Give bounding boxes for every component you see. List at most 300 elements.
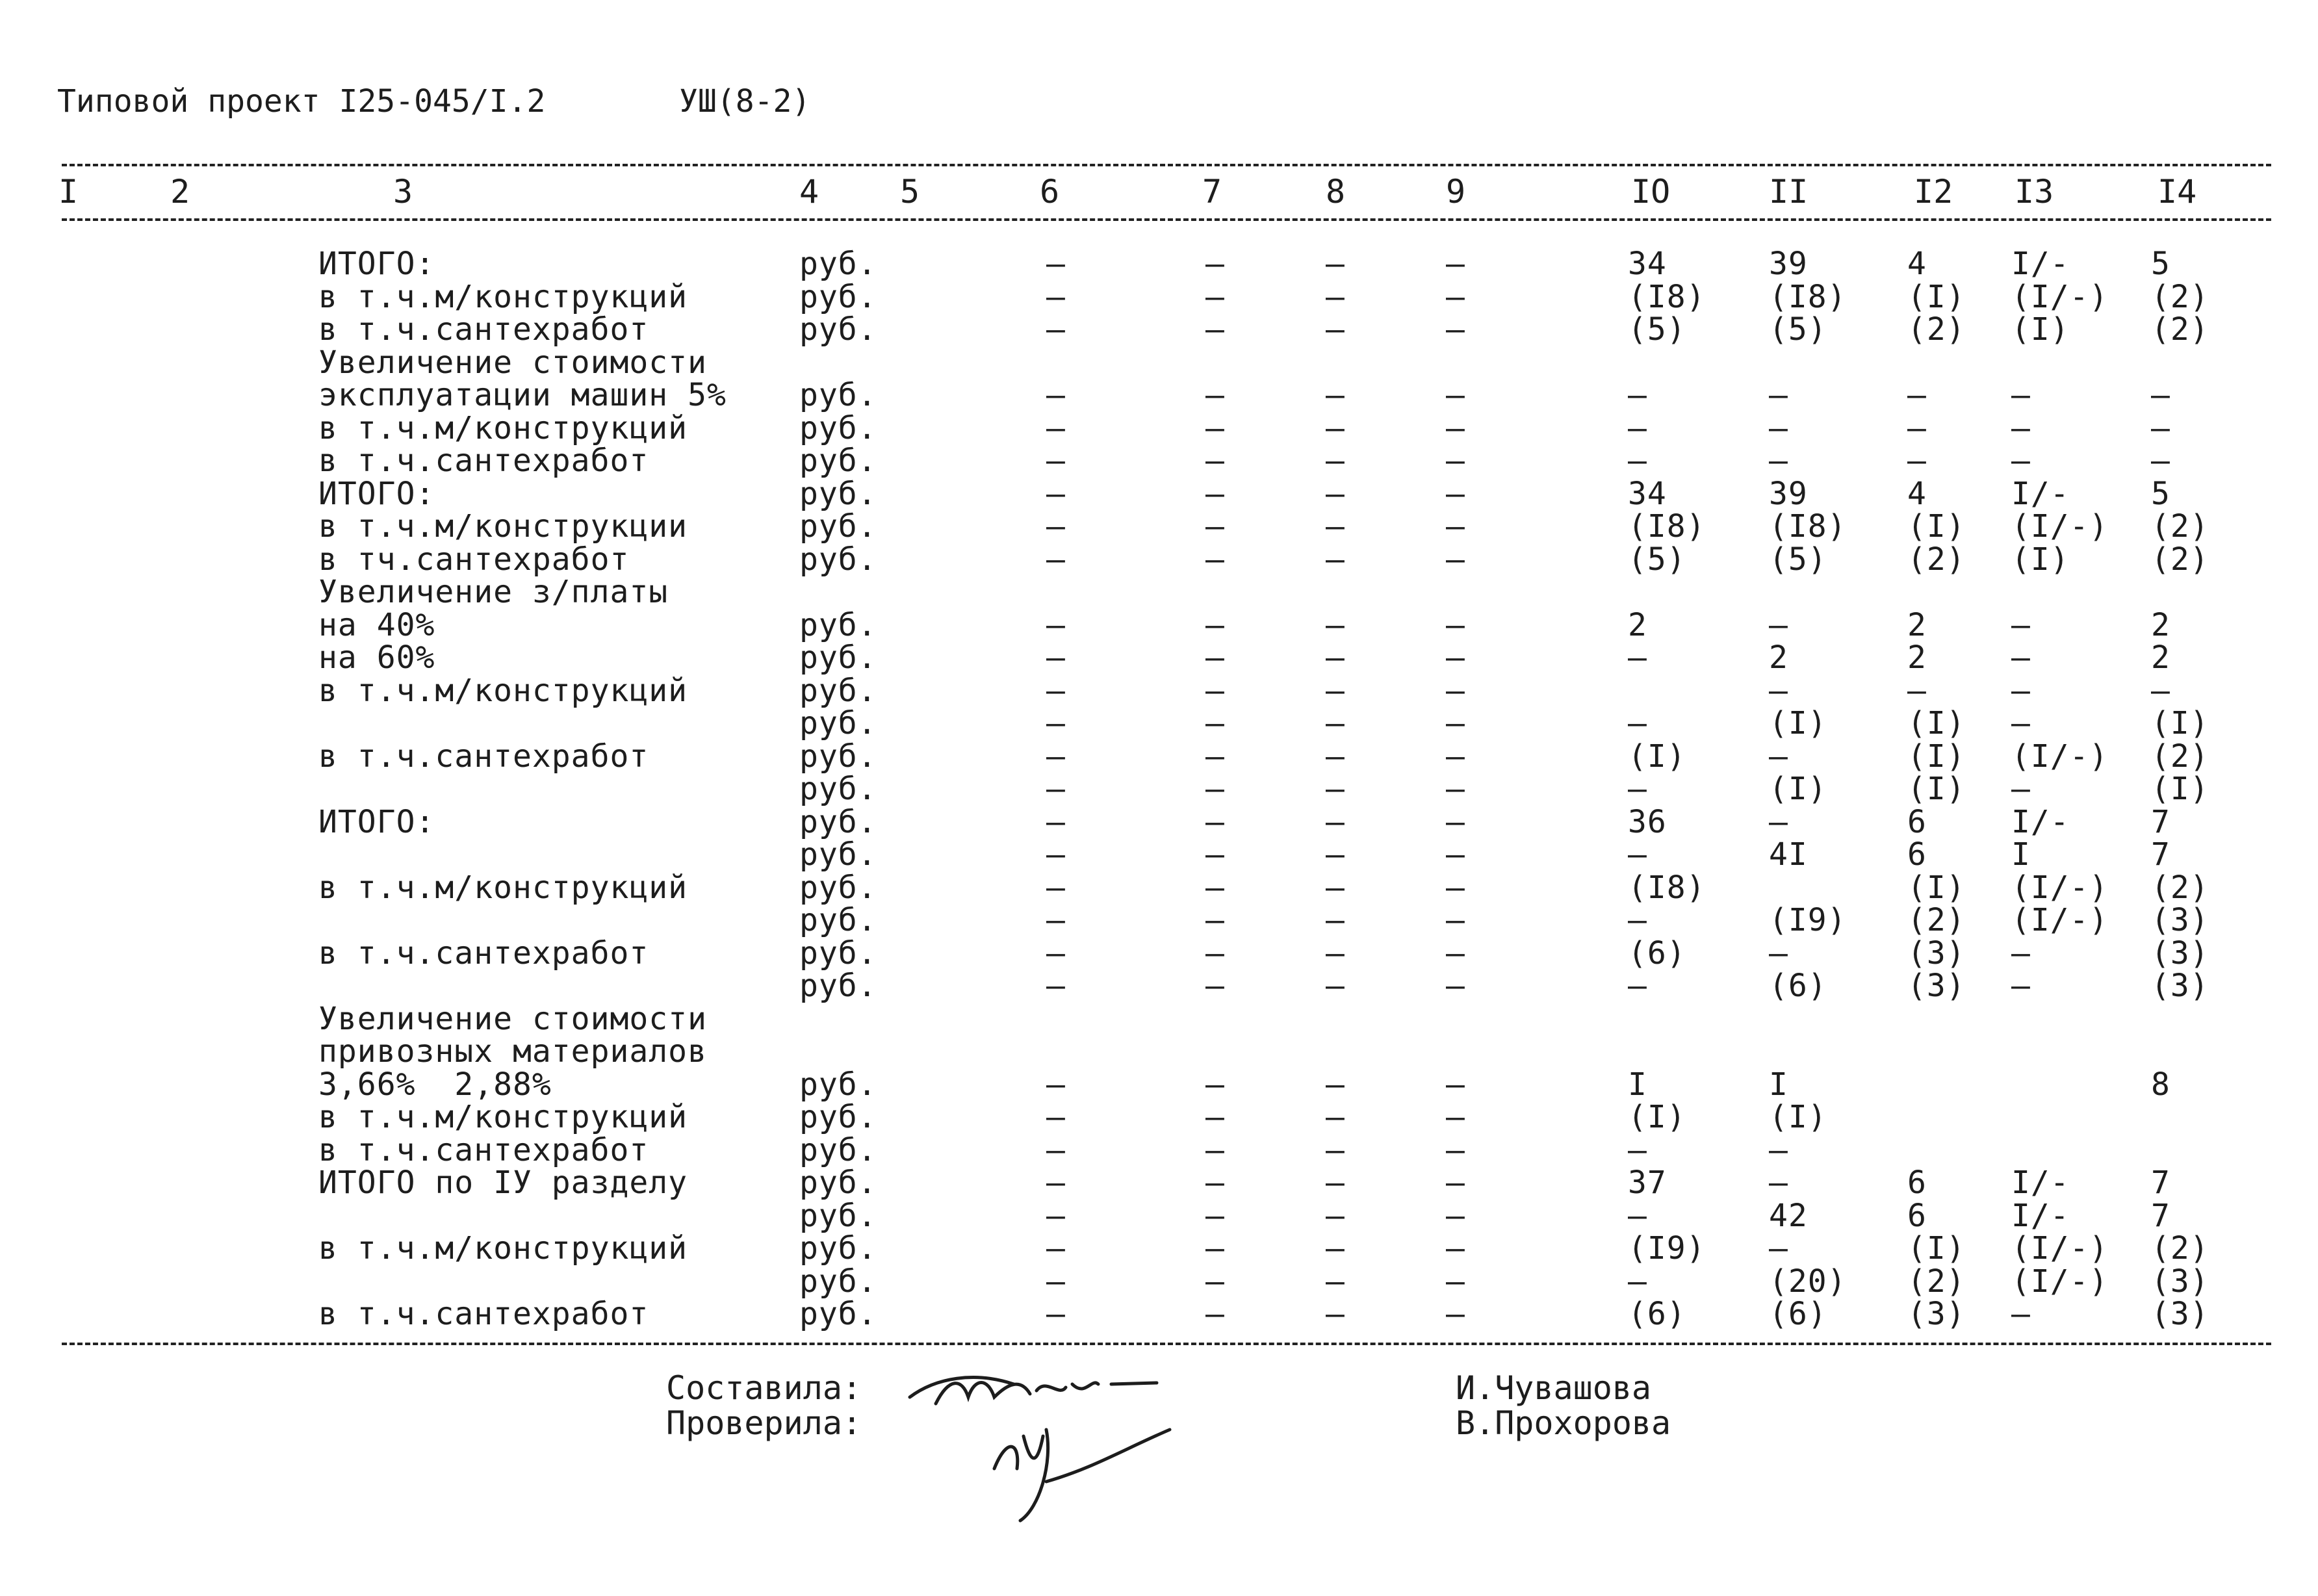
table-cell-c12: – — [1907, 409, 1927, 446]
table-cell-c10: (6) — [1628, 1296, 1686, 1332]
table-cell-c6: – — [1046, 902, 1066, 938]
table-cell-c6: – — [1046, 1165, 1066, 1201]
column-number: I — [58, 173, 79, 211]
table-cell-c4: руб. — [799, 1197, 877, 1234]
table-cell-c13: (I/-) — [2011, 869, 2109, 906]
table-cell-c14: – — [2151, 409, 2170, 446]
table-cell-c8: – — [1326, 278, 1345, 315]
table-cell-c7: – — [1205, 836, 1225, 873]
table-cell-c8: – — [1326, 1066, 1345, 1103]
table-cell-c4: руб. — [799, 836, 877, 873]
table-cell-c10: (I) — [1628, 738, 1686, 775]
column-number: 5 — [900, 173, 920, 211]
table-cell-c4: руб. — [799, 246, 877, 282]
table-cell-c12: 2 — [1907, 606, 1927, 643]
table-cell-c7: – — [1205, 705, 1225, 741]
table-cell-c7: – — [1205, 246, 1225, 282]
table-cell-c4: руб. — [799, 278, 877, 315]
table-cell-c8: – — [1326, 606, 1345, 643]
table-cell-c4: руб. — [799, 803, 877, 840]
table-cell-c10: 36 — [1628, 803, 1667, 840]
table-cell-c9: – — [1446, 836, 1465, 873]
table-cell-c12: (2) — [1907, 541, 1966, 578]
table-cell-c4: руб. — [799, 508, 877, 545]
table-cell-c7: – — [1205, 968, 1225, 1004]
table-cell-c4: руб. — [799, 409, 877, 446]
table-cell-c13: – — [2011, 771, 2031, 807]
table-cell-c4: руб. — [799, 1165, 877, 1201]
table-cell-c3: Увеличение з/платы — [318, 574, 669, 610]
table-cell-c13: (I) — [2011, 311, 2070, 348]
sheet-code: УШ(8-2) — [679, 83, 811, 120]
table-cell-c10: (I8) — [1628, 869, 1706, 906]
column-number: 9 — [1446, 173, 1466, 211]
table-cell-c3: в т.ч.сантехработ — [318, 934, 649, 972]
table-cell-c14: (I) — [2151, 705, 2209, 741]
table-cell-c11: (5) — [1769, 311, 1827, 348]
table-cell-c9: – — [1446, 1165, 1465, 1201]
table-cell-c9: – — [1446, 738, 1465, 775]
project-title: Типовой проект I25-045/I.2 — [57, 83, 546, 120]
table-cell-c8: – — [1326, 803, 1345, 840]
table-cell-c14: 5 — [2151, 246, 2170, 282]
table-cell-c10: (I8) — [1628, 278, 1706, 315]
table-cell-c6: – — [1046, 606, 1066, 643]
table-cell-c12: 6 — [1907, 803, 1927, 840]
table-cell-c10: – — [1628, 902, 1647, 938]
table-cell-c14: (2) — [2151, 508, 2209, 545]
table-cell-c11: 39 — [1769, 246, 1808, 282]
table-cell-c11: I — [1769, 1066, 1788, 1103]
table-cell-c3: на 60% — [318, 639, 435, 676]
table-cell-c12: (2) — [1907, 1263, 1966, 1300]
table-cell-c14: – — [2151, 672, 2170, 709]
table-cell-c6: – — [1046, 1099, 1066, 1135]
table-cell-c6: – — [1046, 869, 1066, 906]
table-cell-c4: руб. — [799, 377, 877, 413]
table-cell-c6: – — [1046, 803, 1066, 840]
column-number: 4 — [799, 173, 819, 211]
table-cell-c9: – — [1446, 771, 1465, 807]
table-cell-c11: (I9) — [1769, 902, 1847, 938]
table-cell-c4: руб. — [799, 1099, 877, 1135]
table-cell-c9: – — [1446, 1131, 1465, 1168]
table-cell-c4: руб. — [799, 541, 877, 578]
table-cell-c13: – — [2011, 705, 2031, 741]
table-cell-c3: 3,66% 2,88% — [318, 1066, 552, 1103]
table-cell-c8: – — [1326, 639, 1345, 676]
table-cell-c6: – — [1046, 443, 1066, 479]
table-cell-c10: – — [1628, 1131, 1647, 1168]
table-cell-c10: – — [1628, 968, 1647, 1004]
table-cell-c7: – — [1205, 1197, 1225, 1234]
table-cell-c14: (I) — [2151, 771, 2209, 807]
table-cell-c11: – — [1769, 672, 1788, 709]
table-cell-c13: – — [2011, 968, 2031, 1004]
table-cell-c12: – — [1907, 672, 1927, 709]
checked-label: Проверила: — [666, 1404, 862, 1442]
table-cell-c14: (2) — [2151, 311, 2209, 348]
table-cell-c7: – — [1205, 475, 1225, 512]
table-cell-c6: – — [1046, 705, 1066, 741]
table-cell-c14: 7 — [2151, 1165, 2170, 1201]
table-cell-c6: – — [1046, 639, 1066, 676]
table-cell-c9: – — [1446, 1296, 1465, 1332]
table-cell-c11: (I) — [1769, 1099, 1827, 1135]
table-cell-c9: – — [1446, 377, 1465, 413]
table-cell-c14: 5 — [2151, 475, 2170, 512]
table-cell-c13: – — [2011, 606, 2031, 643]
table-cell-c8: – — [1326, 934, 1345, 972]
table-cell-c9: – — [1446, 278, 1465, 315]
table-cell-c12: (I) — [1907, 1230, 1966, 1267]
table-cell-c12: 2 — [1907, 639, 1927, 676]
table-cell-c6: – — [1046, 1066, 1066, 1103]
table-cell-c7: – — [1205, 1230, 1225, 1267]
table-cell-c6: – — [1046, 246, 1066, 282]
compiled-name: И.Чувашова — [1456, 1369, 1652, 1407]
table-cell-c3: в т.ч.м/конструкций — [318, 278, 688, 315]
table-cell-c3: в т.ч.м/конструкций — [318, 869, 688, 906]
table-cell-c14: (3) — [2151, 902, 2209, 938]
table-cell-c6: – — [1046, 377, 1066, 413]
table-cell-c3: в т.ч.сантехработ — [318, 311, 649, 348]
table-cell-c8: – — [1326, 1230, 1345, 1267]
table-cell-c7: – — [1205, 803, 1225, 840]
table-cell-c11: – — [1769, 409, 1788, 446]
table-cell-c12: (2) — [1907, 902, 1966, 938]
table-cell-c3: в т.ч.м/конструкции — [318, 508, 688, 545]
table-cell-c7: – — [1205, 409, 1225, 446]
table-cell-c12: (I) — [1907, 738, 1966, 775]
table-cell-c10: (6) — [1628, 934, 1686, 972]
table-cell-c3: ИТОГО: — [318, 803, 435, 840]
checked-name: В.Прохорова — [1456, 1404, 1671, 1442]
table-cell-c8: – — [1326, 377, 1345, 413]
table-cell-c10: 37 — [1628, 1165, 1667, 1201]
table-cell-c14: (2) — [2151, 738, 2209, 775]
table-cell-c13: – — [2011, 1296, 2031, 1332]
table-cell-c13: – — [2011, 672, 2031, 709]
table-cell-c11: – — [1769, 1230, 1788, 1267]
table-cell-c8: – — [1326, 1197, 1345, 1234]
table-cell-c9: – — [1446, 1066, 1465, 1103]
table-cell-c9: – — [1446, 246, 1465, 282]
table-cell-c6: – — [1046, 1230, 1066, 1267]
table-cell-c11: (I) — [1769, 705, 1827, 741]
table-cell-c6: – — [1046, 934, 1066, 972]
table-cell-c12: (3) — [1907, 968, 1966, 1004]
table-cell-c9: – — [1446, 1197, 1465, 1234]
table-cell-c8: – — [1326, 869, 1345, 906]
table-cell-c11: 42 — [1769, 1197, 1808, 1234]
column-number: 6 — [1040, 173, 1060, 211]
table-cell-c4: руб. — [799, 902, 877, 938]
table-cell-c7: – — [1205, 1099, 1225, 1135]
table-cell-c7: – — [1205, 1296, 1225, 1332]
table-cell-c14: (2) — [2151, 1230, 2209, 1267]
column-number: IO — [1631, 173, 1671, 211]
table-cell-c4: руб. — [799, 443, 877, 479]
table-cell-c13: I — [2011, 836, 2031, 873]
table-cell-c10: (5) — [1628, 541, 1686, 578]
table-cell-c9: – — [1446, 705, 1465, 741]
table-cell-c12: (3) — [1907, 934, 1966, 972]
table-cell-c6: – — [1046, 771, 1066, 807]
table-cell-c3: ИТОГО по IУ разделу — [318, 1165, 688, 1201]
table-cell-c9: – — [1446, 443, 1465, 479]
table-cell-c7: – — [1205, 1066, 1225, 1103]
column-number: I2 — [1914, 173, 1953, 211]
table-cell-c7: – — [1205, 639, 1225, 676]
table-cell-c11: (5) — [1769, 541, 1827, 578]
table-cell-c13: – — [2011, 409, 2031, 446]
table-cell-c6: – — [1046, 968, 1066, 1004]
table-cell-c13: I/- — [2011, 1165, 2070, 1201]
table-cell-c14: (2) — [2151, 278, 2209, 315]
table-cell-c11: (I) — [1769, 771, 1827, 807]
table-cell-c3: в т.ч.сантехработ — [318, 443, 649, 479]
table-cell-c14: 2 — [2151, 606, 2170, 643]
table-cell-c3: в т.ч.сантехработ — [318, 1296, 649, 1332]
table-cell-c10: (I9) — [1628, 1230, 1706, 1267]
table-cell-c7: – — [1205, 311, 1225, 348]
table-cell-c13: I/- — [2011, 803, 2070, 840]
table-cell-c10: – — [1628, 639, 1647, 676]
table-cell-c14: 8 — [2151, 1066, 2170, 1103]
table-cell-c11: (6) — [1769, 1296, 1827, 1332]
table-cell-c4: руб. — [799, 606, 877, 643]
column-number: 2 — [170, 173, 190, 211]
table-cell-c4: руб. — [799, 672, 877, 709]
table-cell-c8: – — [1326, 311, 1345, 348]
bottom-rule — [62, 1343, 2271, 1345]
table-cell-c9: – — [1446, 968, 1465, 1004]
table-cell-c7: – — [1205, 1131, 1225, 1168]
table-cell-c12: 4 — [1907, 246, 1927, 282]
table-cell-c6: – — [1046, 311, 1066, 348]
table-cell-c14: (3) — [2151, 1263, 2209, 1300]
table-cell-c8: – — [1326, 409, 1345, 446]
table-cell-c11: – — [1769, 738, 1788, 775]
table-cell-c3: ИТОГО: — [318, 246, 435, 282]
table-cell-c4: руб. — [799, 1230, 877, 1267]
table-cell-c8: – — [1326, 541, 1345, 578]
table-cell-c4: руб. — [799, 1296, 877, 1332]
table-cell-c4: руб. — [799, 738, 877, 775]
table-cell-c11: 2 — [1769, 639, 1788, 676]
table-cell-c4: руб. — [799, 869, 877, 906]
column-number: 7 — [1202, 173, 1222, 211]
header-rule — [62, 218, 2271, 221]
table-cell-c9: – — [1446, 508, 1465, 545]
compiled-label: Составила: — [666, 1369, 862, 1407]
table-cell-c10: I — [1628, 1066, 1647, 1103]
table-cell-c7: – — [1205, 1165, 1225, 1201]
table-cell-c14: 7 — [2151, 836, 2170, 873]
table-cell-c12: 6 — [1907, 836, 1927, 873]
table-cell-c8: – — [1326, 475, 1345, 512]
table-cell-c10: – — [1628, 1197, 1647, 1234]
table-cell-c12: – — [1907, 443, 1927, 479]
table-cell-c9: – — [1446, 902, 1465, 938]
table-cell-c6: – — [1046, 1197, 1066, 1234]
table-cell-c12: (I) — [1907, 771, 1966, 807]
table-cell-c14: (3) — [2151, 1296, 2209, 1332]
table-cell-c3: в т.ч.м/конструкций — [318, 1099, 688, 1135]
table-cell-c8: – — [1326, 705, 1345, 741]
table-cell-c13: I/- — [2011, 475, 2070, 512]
table-cell-c10: – — [1628, 377, 1647, 413]
table-cell-c11: – — [1769, 934, 1788, 972]
table-cell-c9: – — [1446, 672, 1465, 709]
table-cell-c3: в т.ч.м/конструкций — [318, 1230, 688, 1267]
table-cell-c8: – — [1326, 836, 1345, 873]
table-cell-c14: 7 — [2151, 1197, 2170, 1234]
table-cell-c14: 7 — [2151, 803, 2170, 840]
table-cell-c8: – — [1326, 508, 1345, 545]
table-cell-c8: – — [1326, 771, 1345, 807]
table-cell-c7: – — [1205, 738, 1225, 775]
table-cell-c7: – — [1205, 1263, 1225, 1300]
table-cell-c7: – — [1205, 902, 1225, 938]
table-cell-c8: – — [1326, 1165, 1345, 1201]
top-rule — [62, 164, 2271, 166]
table-cell-c9: – — [1446, 869, 1465, 906]
table-cell-c13: – — [2011, 639, 2031, 676]
table-cell-c11: – — [1769, 1131, 1788, 1168]
table-cell-c6: – — [1046, 1296, 1066, 1332]
table-cell-c13: I/- — [2011, 246, 2070, 282]
table-cell-c11: (6) — [1769, 968, 1827, 1004]
table-cell-c6: – — [1046, 1263, 1066, 1300]
table-cell-c10: (5) — [1628, 311, 1686, 348]
table-cell-c6: – — [1046, 409, 1066, 446]
table-cell-c4: руб. — [799, 934, 877, 972]
table-cell-c13: (I/-) — [2011, 902, 2109, 938]
table-cell-c3: Увеличение стоимости — [318, 344, 707, 381]
table-cell-c13: (I) — [2011, 541, 2070, 578]
table-cell-c3: в т.ч.м/конструкций — [318, 409, 688, 446]
table-cell-c4: руб. — [799, 475, 877, 512]
table-cell-c9: – — [1446, 606, 1465, 643]
table-cell-c10: – — [1628, 705, 1647, 741]
table-cell-c14: (3) — [2151, 934, 2209, 972]
table-cell-c9: – — [1446, 409, 1465, 446]
table-cell-c8: – — [1326, 738, 1345, 775]
table-cell-c9: – — [1446, 803, 1465, 840]
table-cell-c3: на 40% — [318, 606, 435, 643]
table-cell-c12: (3) — [1907, 1296, 1966, 1332]
column-number: II — [1769, 173, 1809, 211]
table-cell-c7: – — [1205, 606, 1225, 643]
table-cell-c6: – — [1046, 541, 1066, 578]
table-cell-c9: – — [1446, 639, 1465, 676]
table-cell-c8: – — [1326, 443, 1345, 479]
table-cell-c9: – — [1446, 1263, 1465, 1300]
table-cell-c10: – — [1628, 409, 1647, 446]
table-cell-c12: (I) — [1907, 869, 1966, 906]
table-cell-c11: 39 — [1769, 475, 1808, 512]
table-cell-c12: (I) — [1907, 278, 1966, 315]
table-cell-c11: (20) — [1769, 1263, 1847, 1300]
table-cell-c13: I/- — [2011, 1197, 2070, 1234]
table-cell-c8: – — [1326, 1263, 1345, 1300]
table-cell-c3: привозных материалов — [318, 1033, 707, 1070]
table-cell-c9: – — [1446, 475, 1465, 512]
table-cell-c6: – — [1046, 278, 1066, 315]
table-cell-c3: ИТОГО: — [318, 475, 435, 512]
table-cell-c14: 2 — [2151, 639, 2170, 676]
handwritten-signature — [897, 1358, 1209, 1527]
table-cell-c3: Увеличение стоимости — [318, 1000, 707, 1037]
table-cell-c14: (2) — [2151, 869, 2209, 906]
table-cell-c12: 6 — [1907, 1197, 1927, 1234]
table-cell-c10: 2 — [1628, 606, 1647, 643]
table-cell-c10: – — [1628, 836, 1647, 873]
table-cell-c7: – — [1205, 541, 1225, 578]
table-cell-c4: руб. — [799, 1066, 877, 1103]
table-cell-c3: в т.ч.м/конструкций — [318, 672, 688, 709]
table-cell-c6: – — [1046, 836, 1066, 873]
column-number: 3 — [393, 173, 413, 211]
table-cell-c3: эксплуатации машин 5% — [318, 377, 727, 413]
table-cell-c4: руб. — [799, 968, 877, 1004]
table-cell-c11: – — [1769, 443, 1788, 479]
table-cell-c8: – — [1326, 1296, 1345, 1332]
table-cell-c8: – — [1326, 968, 1345, 1004]
table-cell-c8: – — [1326, 1131, 1345, 1168]
table-cell-c4: руб. — [799, 639, 877, 676]
table-cell-c4: руб. — [799, 1131, 877, 1168]
table-cell-c12: (2) — [1907, 311, 1966, 348]
table-cell-c10: 34 — [1628, 475, 1667, 512]
table-cell-c11: 4I — [1769, 836, 1808, 873]
table-cell-c9: – — [1446, 934, 1465, 972]
table-cell-c6: – — [1046, 1131, 1066, 1168]
table-cell-c10: (I) — [1628, 1099, 1686, 1135]
table-cell-c10: – — [1628, 771, 1647, 807]
table-cell-c8: – — [1326, 902, 1345, 938]
table-cell-c8: – — [1326, 672, 1345, 709]
table-cell-c6: – — [1046, 475, 1066, 512]
table-cell-c13: (I/-) — [2011, 278, 2109, 315]
table-cell-c13: (I/-) — [2011, 738, 2109, 775]
table-cell-c3: в т.ч.сантехработ — [318, 1131, 649, 1168]
table-cell-c14: – — [2151, 443, 2170, 479]
column-number: 8 — [1326, 173, 1346, 211]
table-cell-c10: (I8) — [1628, 508, 1706, 545]
table-cell-c4: руб. — [799, 311, 877, 348]
table-cell-c14: (3) — [2151, 968, 2209, 1004]
table-cell-c8: – — [1326, 246, 1345, 282]
table-cell-c7: – — [1205, 443, 1225, 479]
table-cell-c10: – — [1628, 1263, 1647, 1300]
table-cell-c11: (I8) — [1769, 508, 1847, 545]
table-cell-c9: – — [1446, 1099, 1465, 1135]
table-cell-c7: – — [1205, 672, 1225, 709]
table-cell-c14: – — [2151, 377, 2170, 413]
table-cell-c14: (2) — [2151, 541, 2209, 578]
table-cell-c11: – — [1769, 1165, 1788, 1201]
column-number: I4 — [2157, 173, 2197, 211]
column-number: I3 — [2015, 173, 2054, 211]
table-cell-c7: – — [1205, 508, 1225, 545]
table-cell-c12: 4 — [1907, 475, 1927, 512]
table-cell-c13: – — [2011, 934, 2031, 972]
table-cell-c12: (I) — [1907, 705, 1966, 741]
table-cell-c13: (I/-) — [2011, 508, 2109, 545]
